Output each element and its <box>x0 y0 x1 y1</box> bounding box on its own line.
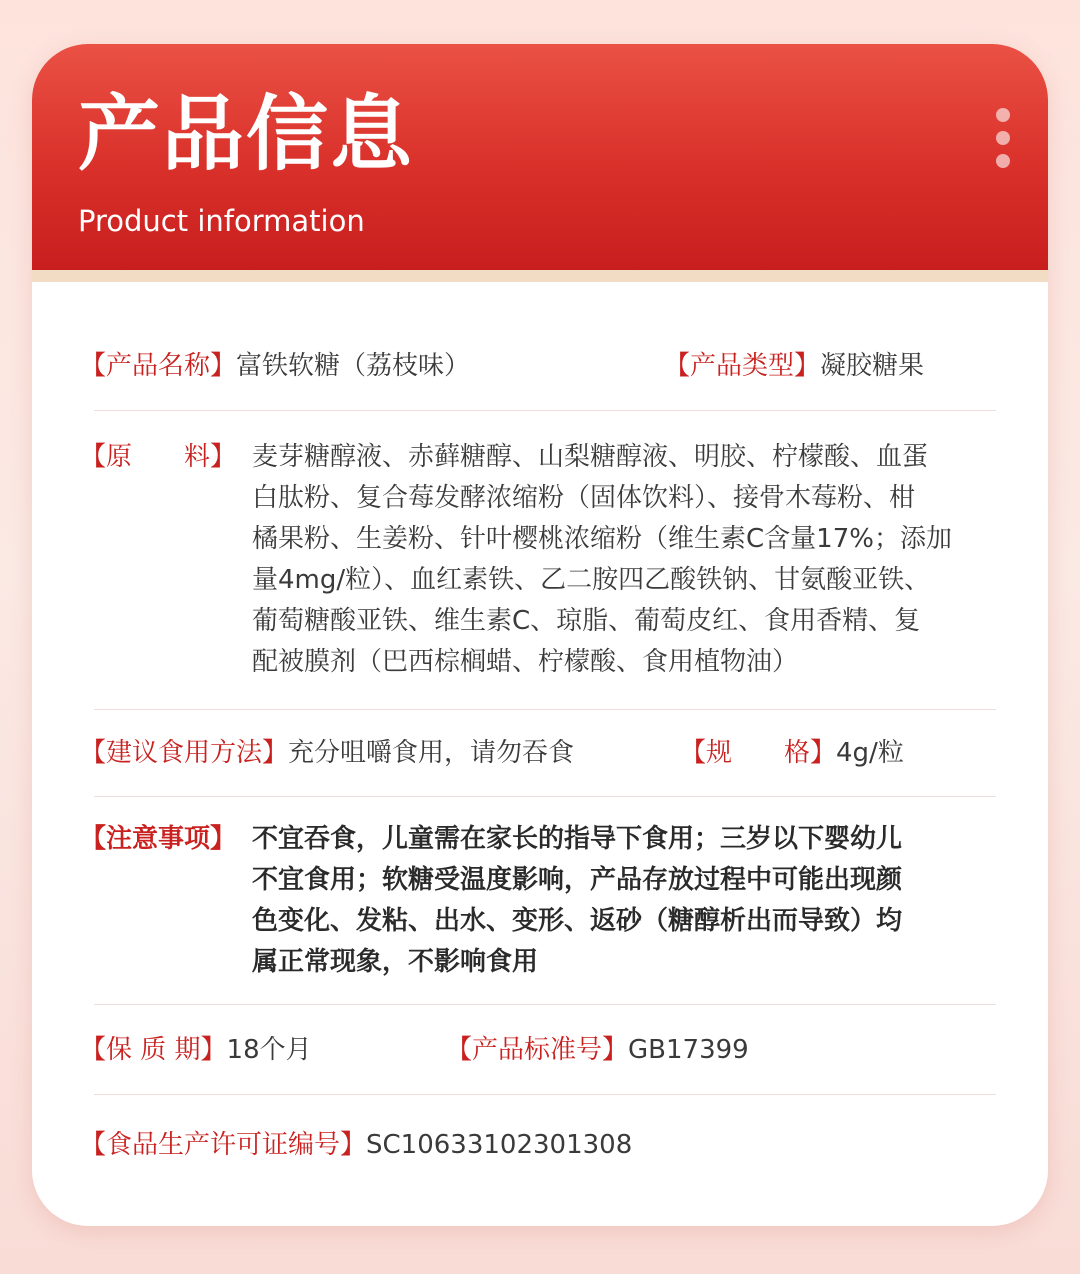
divider <box>94 410 996 411</box>
more-dots-icon <box>996 108 1012 177</box>
notice-label: 【注意事项】 <box>80 824 237 854</box>
usage-label: 【建议食用方法】 <box>80 738 289 768</box>
ingredients-line: 橘果粉、生姜粉、针叶樱桃浓缩粉（维生素C含量17%；添加 <box>252 524 952 554</box>
product-type-value: 凝胶糖果 <box>820 351 925 381</box>
row-usage <box>80 733 574 774</box>
shelf-life-value: 18个月 <box>226 1035 312 1065</box>
row-standard <box>446 1030 749 1071</box>
spec-label: 【规 格】 <box>680 738 837 768</box>
product-type-label: 【产品类型】 <box>664 351 821 381</box>
row-product-name <box>80 346 470 387</box>
ingredients-line: 配被膜剂（巴西棕榈蜡、柠檬酸、食用植物油） <box>252 647 799 677</box>
notice-line: 不宜食用；软糖受温度影响，产品存放过程中可能出现颜 <box>252 865 903 895</box>
ingredients-label-row <box>80 437 236 478</box>
ingredients-text <box>252 437 1000 683</box>
ingredients-line: 麦芽糖醇液、赤藓糖醇、山梨糖醇液、明胶、柠檬酸、血蛋 <box>252 442 929 472</box>
notice-line: 不宜吞食，儿童需在家长的指导下食用；三岁以下婴幼儿 <box>252 824 903 854</box>
standard-value: GB17399 <box>628 1035 749 1065</box>
page-title: 产品信息 <box>78 87 415 182</box>
spec-value: 4g/粒 <box>836 738 904 768</box>
row-spec <box>680 733 904 774</box>
ingredients-line: 量4mg/粒）、血红素铁、乙二胺四乙酸铁钠、甘氨酸亚铁、 <box>252 565 931 595</box>
license-value: SC10633102301308 <box>366 1130 633 1160</box>
ingredients-line: 白肽粉、复合莓发酵浓缩粉（固体饮料）、接骨木莓粉、柑 <box>252 483 916 513</box>
ingredients-label: 【原 料】 <box>80 442 237 472</box>
header-banner <box>32 44 1048 270</box>
usage-value: 充分咀嚼食用，请勿吞食 <box>288 738 575 768</box>
dot-icon <box>996 154 1010 168</box>
row-product-type <box>664 346 924 387</box>
shelf-life-label: 【保 质 期】 <box>80 1035 227 1065</box>
ingredients-line: 葡萄糖酸亚铁、维生素C、琼脂、葡萄皮红、食用香精、复 <box>252 606 921 636</box>
page-subtitle: Product information <box>78 204 365 238</box>
dot-icon <box>996 108 1010 122</box>
row-shelf-life <box>80 1030 312 1071</box>
divider <box>94 709 996 710</box>
divider <box>94 1004 996 1005</box>
row-license <box>80 1125 632 1166</box>
notice-line: 属正常现象，不影响食用 <box>252 947 539 977</box>
standard-label: 【产品标准号】 <box>446 1035 629 1065</box>
divider <box>94 796 996 797</box>
notice-line: 色变化、发粘、出水、变形、返砂（糖醇析出而导致）均 <box>252 906 903 936</box>
product-info-card <box>32 44 1048 1226</box>
notice-text <box>252 819 1000 983</box>
header-stripe <box>32 270 1048 282</box>
product-name-label: 【产品名称】 <box>80 351 237 381</box>
license-label: 【食品生产许可证编号】 <box>80 1130 367 1160</box>
product-name-value: 富铁软糖（荔枝味） <box>236 351 471 381</box>
notice-label-row <box>80 819 236 860</box>
divider <box>94 1094 996 1095</box>
dot-icon <box>996 131 1010 145</box>
